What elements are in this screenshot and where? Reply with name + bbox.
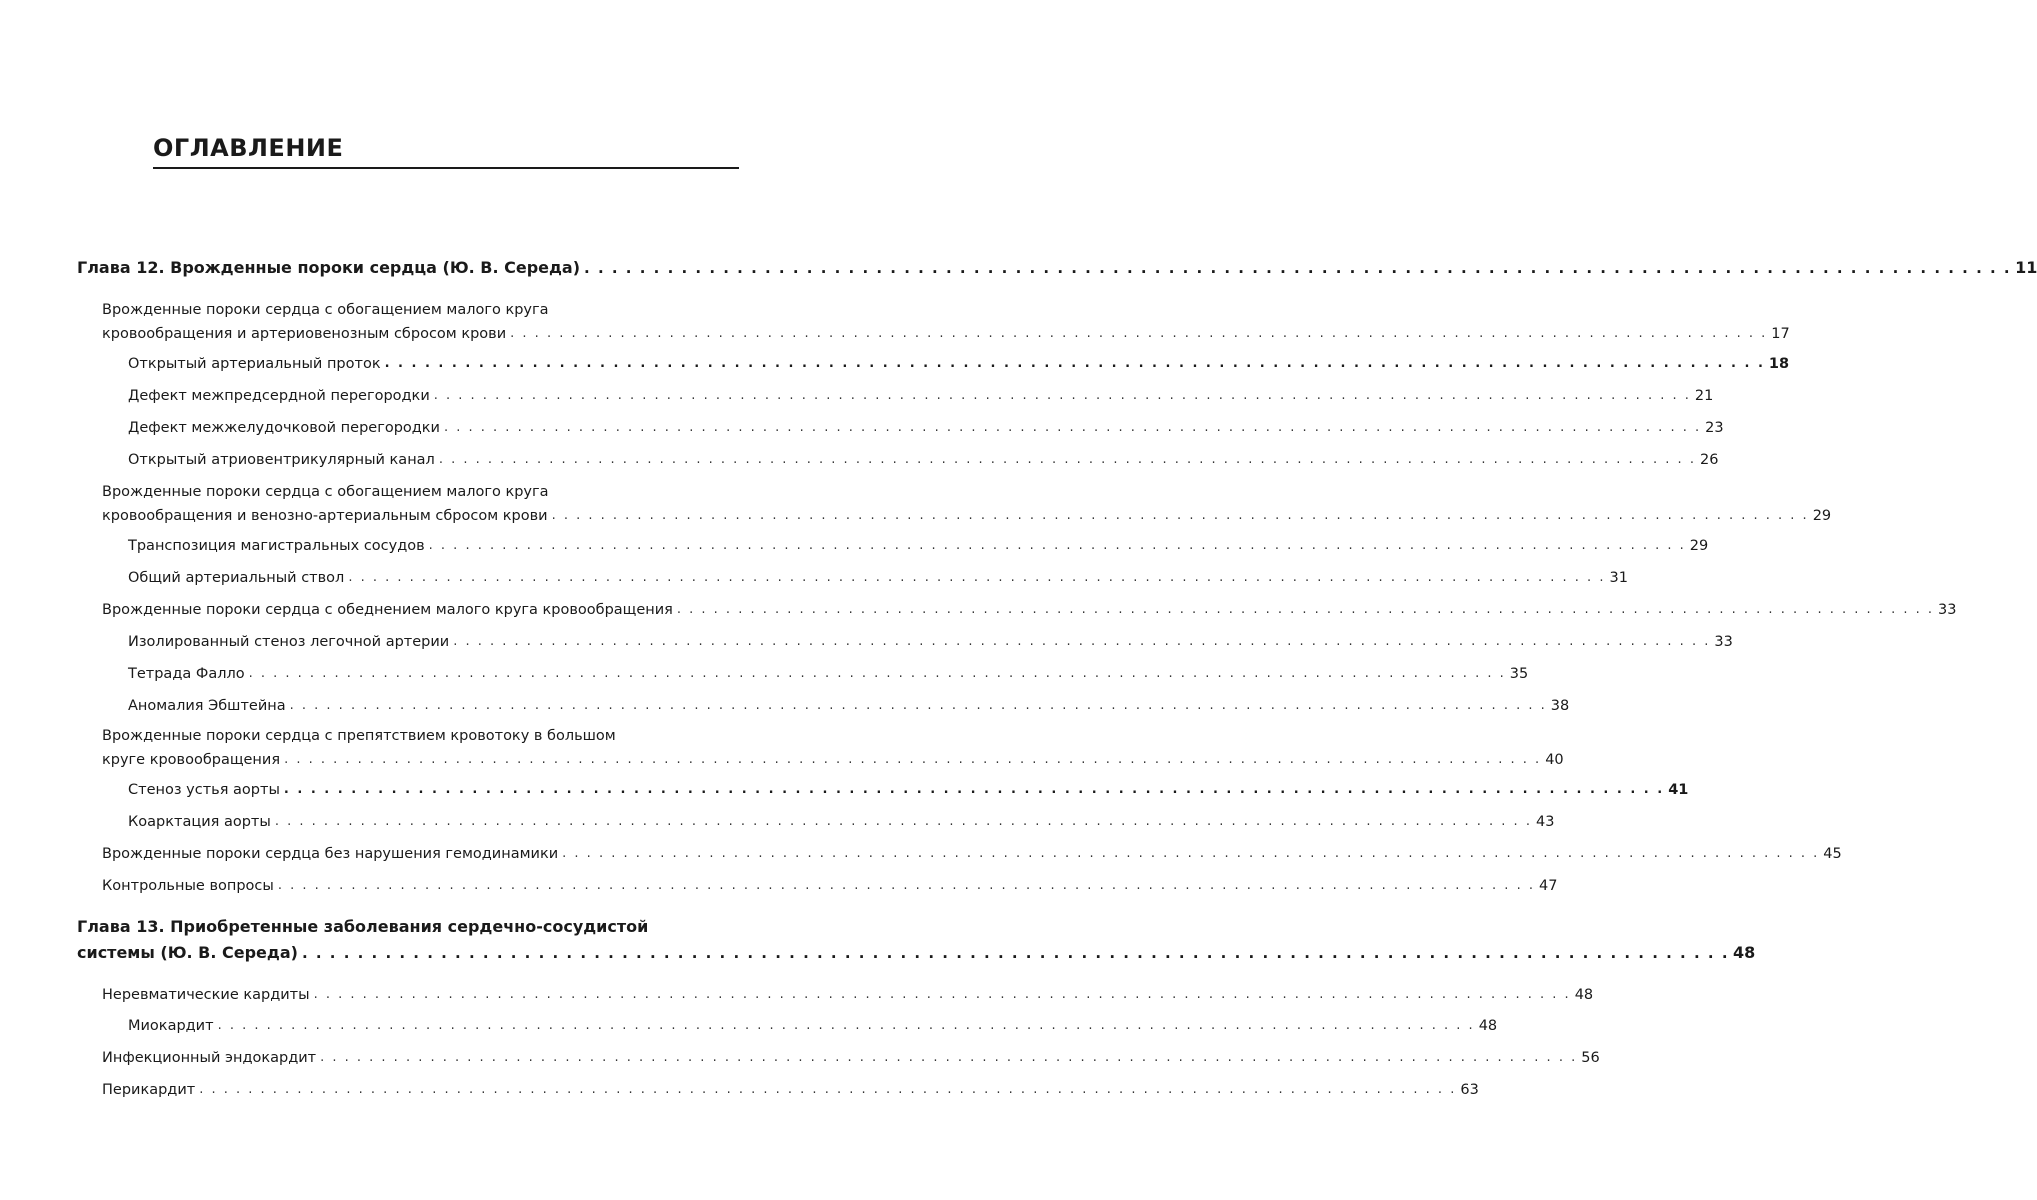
toc-entry-title-cont: кровообращения и артериовенозным сбросом крови [102,326,507,342]
toc-page-number: 48 [1733,943,1756,962]
toc-entry[interactable] [102,298,1790,346]
toc-entry-title: Глава 13. Приобретенные заболевания сердечно-сосудистой [77,917,649,936]
page-title: ОГЛАВЛЕНИЕ [153,134,344,162]
toc-entry-title: Тетрада Фалло [128,666,245,682]
toc-page-number: 63 [1460,1082,1479,1098]
toc-entry-title: Коарктация аорты [128,814,271,830]
toc-entry[interactable] [128,416,1724,440]
toc-entry-title: Врожденные пороки сердца с препятствием кровотоку в большом [102,728,616,744]
toc-entry-title: Врожденные пороки сердца с обогащением малого круга [102,484,549,500]
toc-entry[interactable] [128,810,1555,834]
leader-dots [275,810,1532,834]
toc-entry-title-cont: круге кровообращения [102,752,281,768]
toc-page-number: 38 [1550,698,1570,714]
toc-entry-title-cont: системы (Ю. В. Середа) [77,943,298,962]
toc-entry-title: Дефект межжелудочковой перегородки [128,420,440,436]
toc-entry-title: Перикардит [102,1082,196,1098]
toc-entry-title: Контрольные вопросы [102,878,274,894]
toc-entry[interactable] [128,694,1570,718]
leader-dots [284,778,1664,802]
toc-entry[interactable] [128,1014,1498,1038]
toc-page-number: 33 [1714,634,1733,650]
toc-entry-title: Врожденные пороки сердца с обогащением малого круга [102,302,549,318]
toc-entry[interactable] [128,566,1628,590]
toc-page-number: 18 [1768,356,1790,372]
toc-page-number: 47 [1538,878,1558,894]
toc-page-number: 21 [1694,388,1714,404]
toc-page-number: 33 [1938,602,1957,618]
toc-entry[interactable] [128,534,1709,558]
toc-entry-title: Врожденные пороки сердца без нарушения гемодинамики [102,846,559,862]
toc-entry-title: Глава 12. Врожденные пороки сердца (Ю. В. Середа) [77,258,581,277]
leader-dots [510,322,1767,346]
toc-page-number: 26 [1699,452,1719,468]
leader-dots [320,1046,1577,1070]
leader-dots [348,566,1605,590]
toc-page-number: 56 [1581,1050,1600,1066]
toc-entry[interactable] [102,598,1957,622]
toc-entry-title: Врожденные пороки сердца с обеднением малого круга кровообращения [102,602,673,618]
leader-dots [218,1014,1475,1038]
leader-dots [278,874,1535,898]
toc-entry[interactable] [102,1078,1479,1102]
leader-dots [439,448,1696,472]
toc-page-number: 17 [1771,326,1790,342]
leader-dots [677,598,1934,622]
toc-entry[interactable] [102,1046,1600,1070]
toc-entry[interactable] [128,662,1529,686]
toc-entry-title: Дефект межпредсердной перегородки [128,388,430,404]
toc-page-number: 40 [1545,752,1564,768]
toc-entry-title: Аномалия Эбштейна [128,698,286,714]
leader-dots [249,662,1506,686]
leader-dots [453,630,1710,654]
toc-page-number: 48 [1574,987,1594,1003]
toc-page-number: 43 [1535,814,1555,830]
leader-dots [385,352,1765,376]
toc-page-number: 41 [1668,782,1689,798]
toc-entry-title: Миокардит [128,1018,214,1034]
toc-entry[interactable] [128,448,1719,472]
leader-dots [429,534,1686,558]
toc-entry[interactable] [102,983,1594,1007]
leader-dots [444,416,1701,440]
leader-dots [314,983,1571,1007]
toc-page-number: 29 [1689,538,1709,554]
toc-entry-title-cont: кровообращения и венозно-артериальным сбросом крови [102,508,548,524]
toc-entry[interactable] [102,480,1832,528]
leader-dots [284,748,1541,772]
toc-entry-title: Открытый атриовентрикулярный канал [128,452,435,468]
toc-page-number: 11 [2015,258,2037,277]
toc-chapter-12[interactable] [77,256,2037,280]
toc-page-number: 29 [1812,508,1832,524]
toc-entry-title: Транспозиция магистральных сосудов [128,538,425,554]
leader-dots [199,1078,1456,1102]
toc-chapter-13[interactable] [77,914,1756,966]
toc-entry[interactable] [128,630,1733,654]
toc-entry-title: Инфекционный эндокардит [102,1050,317,1066]
toc-page-number: 48 [1478,1018,1498,1034]
toc-entry-title: Стеноз устья аорты [128,782,280,798]
leader-dots [552,504,1809,528]
toc-entry-title: Открытый артериальный проток [128,356,381,372]
leader-dots [584,256,2011,280]
toc-entry-title: Неревматические кардиты [102,987,310,1003]
leader-dots [290,694,1547,718]
toc-entry[interactable] [102,842,1842,866]
toc-page-number: 35 [1509,666,1529,682]
leader-dots [302,940,1729,966]
toc-entry[interactable] [102,724,1564,772]
toc-page-number: 23 [1705,420,1724,436]
toc-page-number: 45 [1823,846,1842,862]
leader-dots [562,842,1819,866]
toc-entry-title: Изолированный стеноз легочной артерии [128,634,450,650]
toc-entry[interactable] [128,384,1714,408]
leader-dots [434,384,1691,408]
toc-entry-title: Общий артериальный ствол [128,570,345,586]
title-underline [153,167,739,169]
toc-entry[interactable] [128,352,1790,376]
toc-entry[interactable] [102,874,1558,898]
toc-page-number: 31 [1609,570,1628,586]
toc-entry[interactable] [128,778,1689,802]
